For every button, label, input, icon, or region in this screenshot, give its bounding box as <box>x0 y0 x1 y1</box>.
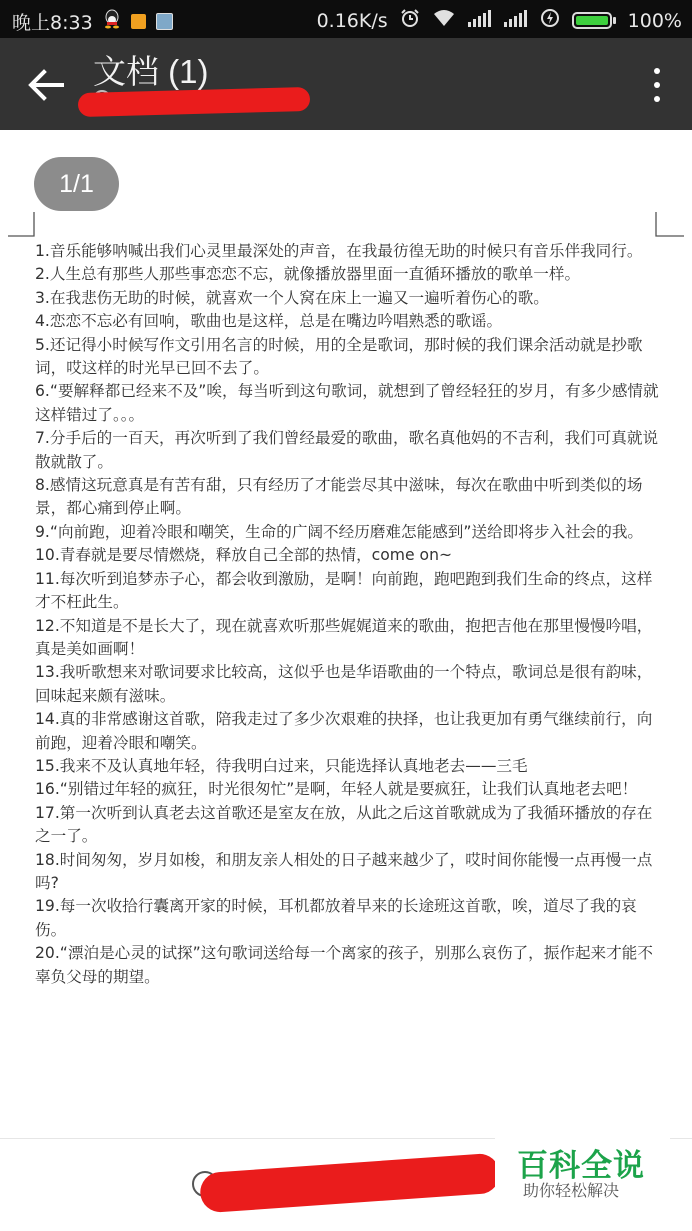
signal-icon <box>468 9 492 32</box>
redaction-mark <box>78 87 311 117</box>
charging-icon <box>540 8 560 33</box>
watermark <box>495 1134 670 1216</box>
alarm-icon <box>400 8 420 33</box>
status-bar <box>0 0 692 38</box>
document-line: 16.“别错过年轻的疯狂，时光很匆忙”是啊，年轻人就是要疯狂，让我们认真地老去吧！ <box>35 780 638 799</box>
gallery-icon <box>156 13 173 30</box>
watermark-subtitle: 助你轻松解决 <box>523 1181 620 1200</box>
network-speed: 0.16K/s <box>316 9 388 32</box>
signal-icon <box>504 9 528 32</box>
page-title: 文档 (1) <box>93 53 209 90</box>
arrow-left-icon <box>22 62 68 108</box>
watermark-title: 百科全说 <box>517 1148 645 1184</box>
battery-icon <box>572 12 616 29</box>
back-button[interactable] <box>22 62 68 108</box>
document-content <box>35 240 660 989</box>
document-line: 1.音乐能够呐喊出我们心灵里最深处的声音，在我最彷徨无助的时候只有音乐伴我同行。 <box>35 242 643 260</box>
document-line: 3.在我悲伤无助的时候，就喜欢一个人窝在床上一遍又一遍听着伤心的歌。 <box>35 288 549 307</box>
document-line: 19.每一次收拾行囊离开家的时候，耳机都放着早来的长途班这首歌，唉，道尽了我的哀伤。 <box>35 897 637 939</box>
document-line: 15.我来不及认真地年轻，待我明白过来，只能选择认真地老去——三毛 <box>35 756 528 775</box>
document-line: 6.“要解释都已经来不及”唉，每当听到这句歌词，就想到了曾经轻狂的岁月，有多少感情就这样错过了。。。 <box>35 382 659 424</box>
document-line: 10.青春就是要尽情燃烧，释放自己全部的热情，come on~ <box>35 546 453 565</box>
document-line: 2.人生总有那些人那些事恋恋不忘，就像播放器里面一直循环播放的歌单一样。 <box>35 265 581 284</box>
document-line: 5.还记得小时候写作文引用名言的时候，用的全是歌词，那时候的我们课余活动就是抄歌词，哎这样的时光早已回不去了。 <box>35 335 643 378</box>
document-line: 8.感情这玩意真是有苦有甜，只有经历了才能尝尽其中滋味，每次在歌曲中听到类似的场景，都心痛到停止啊。 <box>35 476 643 518</box>
document-line: 13.我听歌想来对歌词要求比较高，这似乎也是华语歌曲的一个特点，歌词总是很有韵味，回味起来颇有滋味。 <box>35 663 653 705</box>
redaction-mark <box>199 1153 501 1214</box>
battery-percent: 100% <box>627 9 682 32</box>
document-line: 14.真的非常感谢这首歌，陪我走过了多少次艰难的抉择，也让我更加有勇气继续前行，向前跑，迎着冷眼和嘲笑。 <box>35 710 653 752</box>
wifi-icon <box>432 8 456 33</box>
document-line: 20.“漂泊是心灵的试探”这句歌词送给每一个离家的孩子，别那么哀伤了，振作起来才能不辜负父母的期望。 <box>35 944 653 986</box>
status-time: 晚上8:33 <box>12 12 93 34</box>
more-vert-icon <box>652 66 662 104</box>
document-line: 17.第一次听到认真老去这首歌还是室友在放，从此之后这首歌就成为了我循环播放的存在之一了。 <box>35 803 653 846</box>
document-line: 18.时间匆匆，岁月如梭，和朋友亲人相处的日子越来越少了，哎时间你能慢一点再慢一点吗? <box>35 850 653 892</box>
notification-icon <box>131 14 146 29</box>
app-bar <box>0 38 692 130</box>
document-line: 4.恋恋不忘必有回响，歌曲也是这样，总是在嘴边吟唱熟悉的歌谣。 <box>35 312 503 331</box>
document-line: 9.“向前跑，迎着冷眼和嘲笑，生命的广阔不经历磨难怎能感到”送给即将步入社会的我。 <box>35 522 644 541</box>
page-indicator: 1/1 <box>34 157 119 211</box>
document-line: 12.不知道是不是长大了，现在就喜欢听那些娓娓道来的歌曲，抱把吉他在那里慢慢吟唱，真是美如画啊！ <box>35 616 653 658</box>
qq-penguin-icon <box>103 9 121 34</box>
document-line: 11.每次听到追梦赤子心，都会收到激励，是啊！向前跑，跑吧跑到我们生命的终点，这样才不枉此生。 <box>35 569 653 612</box>
document-line: 7.分手后的一百天，再次听到了我们曾经最爱的歌曲，歌名真他妈的不吉利，我们可真就说散就散了。 <box>35 429 659 471</box>
more-button[interactable] <box>652 66 662 104</box>
battery-fill <box>576 16 608 25</box>
